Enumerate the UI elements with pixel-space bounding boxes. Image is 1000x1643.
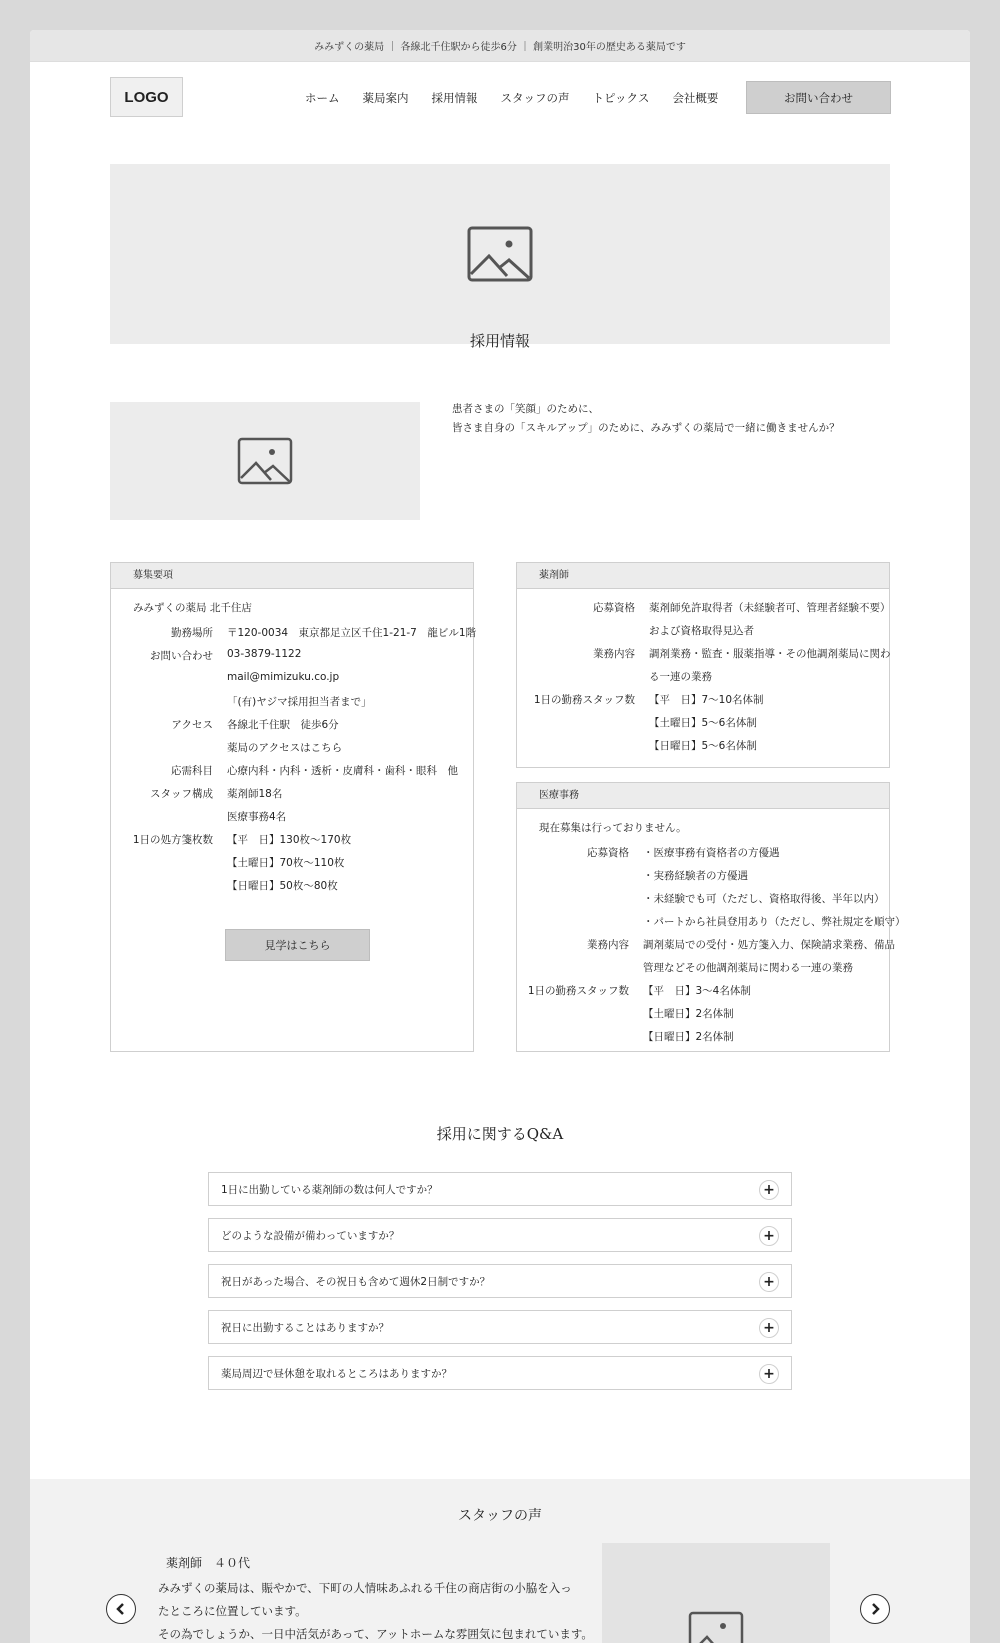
nav-recruit[interactable]: 採用情報 <box>431 91 478 105</box>
chevron-right-icon <box>869 1602 881 1616</box>
row-value: 【日曜日】50枚〜80枚 <box>227 880 338 892</box>
row-value: 【平 日】7〜10名体制 <box>649 694 764 706</box>
pharmacist-header: 薬剤師 <box>517 563 889 589</box>
row-value: 03-3879-1122 <box>227 648 302 660</box>
faq-item[interactable] <box>208 1310 792 1344</box>
faq-question: 1日に出勤している薬剤師の数は何人ですか？ <box>221 1183 438 1196</box>
staff-voice-line: たところに位置しています。 <box>158 1604 307 1618</box>
row-label: アクセス <box>171 719 213 731</box>
faq-question: 祝日があった場合、その祝日も含めて週休2日制ですか？ <box>221 1275 491 1288</box>
row-value: 管理などその他調剤薬局に関わる一連の業務 <box>643 962 853 974</box>
recruit-intro-line: 患者さまの「笑顔」のために、 <box>452 403 599 415</box>
faq-question: 薬局周辺で昼休憩を取れるところはありますか？ <box>221 1367 452 1380</box>
row-value: および資格取得見込者 <box>649 625 754 637</box>
row-label: 1日の勤務スタッフ数 <box>527 985 629 997</box>
row-value: 薬剤師18名 <box>227 788 283 800</box>
medical-office-header: 医療事務 <box>517 783 889 809</box>
row-value: 【平 日】130枚〜170枚 <box>227 834 352 846</box>
pharmacist-box <box>516 562 890 768</box>
row-value: 「(有)ヤジマ採用担当者まで」 <box>227 696 372 708</box>
store-name: みみずくの薬局 北千住店 <box>133 602 252 614</box>
job-summary-header: 募集要項 <box>111 563 473 589</box>
row-label: お問い合わせ <box>150 650 213 662</box>
nav-topics[interactable]: トピックス <box>592 91 650 105</box>
row-label: 応需科目 <box>171 765 213 777</box>
faq-question: 祝日に出勤することはありますか？ <box>221 1321 389 1334</box>
hero-image <box>110 164 890 344</box>
row-value: 各線北千住駅 徒歩6分 <box>227 719 339 731</box>
staff-image <box>602 1543 830 1643</box>
recruit-notice: 現在募集は行っておりません。 <box>539 822 687 834</box>
row-label: 1日の処方箋枚数 <box>132 834 213 846</box>
faq-item[interactable] <box>208 1264 792 1298</box>
medical-office-box <box>516 782 906 1052</box>
row-value: ・パートから社員登用あり（ただし、弊社規定を順守） <box>643 916 906 928</box>
recruit-intro-line: 皆さま自身の「スキルアップ」のために、みみずくの薬局で一緒に働きませんか？ <box>452 422 840 434</box>
nav-pharmacy-guide[interactable]: 薬局案内 <box>362 91 409 105</box>
nav-company[interactable]: 会社概要 <box>672 91 719 105</box>
row-label: 業務内容 <box>593 648 635 660</box>
chevron-left-icon <box>115 1602 127 1616</box>
row-value: 医療事務4名 <box>227 811 287 823</box>
visit-button[interactable]: 見学はこちら <box>225 929 370 961</box>
staff-role: 薬剤師 ４０代 <box>166 1556 251 1570</box>
row-value: ・実務経験者の方優遇 <box>643 870 748 882</box>
row-value: 心療内科・内科・透析・皮膚科・歯科・眼科 他 <box>227 765 458 777</box>
row-value: 〒120-0034 東京都足立区千住1-21-7 龍ビル1階 <box>227 627 477 639</box>
staff-voice-line: その為でしょうか、一日中活気があって、アットホームな雰囲気に包まれています。 <box>158 1627 593 1641</box>
row-value: 【日曜日】5〜6名体制 <box>649 740 757 752</box>
row-label: 1日の勤務スタッフ数 <box>533 694 635 706</box>
staff-voice-title: スタッフの声 <box>458 1508 542 1524</box>
plus-icon[interactable]: + <box>759 1318 779 1338</box>
faq-question: どのような設備が備わっていますか？ <box>221 1229 400 1242</box>
row-value: ・医療事務有資格者の方優遇 <box>643 847 780 859</box>
image-icon <box>467 226 533 282</box>
row-label: スタッフ構成 <box>150 788 213 800</box>
image-icon <box>688 1611 744 1643</box>
nav-home[interactable]: ホーム <box>305 91 340 105</box>
recruit-title: 採用情報 <box>469 332 530 350</box>
row-value: 【土曜日】5〜6名体制 <box>649 717 757 729</box>
plus-icon[interactable]: + <box>759 1364 779 1384</box>
plus-icon[interactable]: + <box>759 1272 779 1292</box>
page <box>30 30 970 1643</box>
row-value: 調剤薬局での受付・処方箋入力、保険請求業務、備品 <box>643 939 895 951</box>
row-value: mail@mimizuku.co.jp <box>227 671 340 683</box>
job-summary-box <box>110 562 477 1052</box>
row-value: 薬剤師免許取得者（未経験者可、管理者経験不要） <box>649 602 891 614</box>
row-value: ・未経験でも可（ただし、資格取得後、半年以内） <box>643 893 885 905</box>
faq-title: 採用に関するQ&A <box>436 1125 564 1143</box>
row-value: 調剤業務・監査・服薬指導・その他調剤薬局に関わ <box>649 648 891 660</box>
recruit-intro <box>452 400 840 438</box>
row-value: 【日曜日】2名体制 <box>643 1031 734 1043</box>
row-value: る一連の業務 <box>649 671 712 683</box>
global-nav <box>305 90 741 106</box>
recruit-image <box>110 402 420 520</box>
row-label: 応募資格 <box>587 847 629 859</box>
plus-icon[interactable]: + <box>759 1180 779 1200</box>
next-button[interactable] <box>860 1594 890 1624</box>
faq-item[interactable] <box>208 1218 792 1252</box>
staff-voice-section <box>30 1479 970 1643</box>
row-label: 勤務場所 <box>171 627 213 639</box>
row-label: 業務内容 <box>587 939 629 951</box>
top-info-bar <box>30 30 970 62</box>
nav-staff-voice[interactable]: スタッフの声 <box>500 91 570 105</box>
site-header <box>30 62 970 162</box>
prev-button[interactable] <box>106 1594 136 1624</box>
row-label: 応募資格 <box>593 602 635 614</box>
row-value: 【平 日】3〜4名体制 <box>643 985 751 997</box>
row-value: 【土曜日】2名体制 <box>643 1008 734 1020</box>
top-info-text: みみずくの薬局 ｜ 各線北千住駅から徒歩6分 ｜ 創業明治30年の歴史ある薬局です <box>314 42 686 53</box>
logo[interactable]: LOGO <box>110 77 183 117</box>
staff-voice-line: みみずくの薬局は、賑やかで、下町の人情味あふれる千住の商店街の小脇を入っ <box>158 1581 572 1595</box>
image-icon <box>237 437 293 485</box>
faq-item[interactable] <box>208 1172 792 1206</box>
contact-button[interactable]: お問い合わせ <box>746 81 891 114</box>
access-link[interactable]: 薬局のアクセスはこちら <box>227 742 343 754</box>
plus-icon[interactable]: + <box>759 1226 779 1246</box>
row-value: 【土曜日】70枚〜110枚 <box>227 857 345 869</box>
faq-item[interactable] <box>208 1356 792 1390</box>
